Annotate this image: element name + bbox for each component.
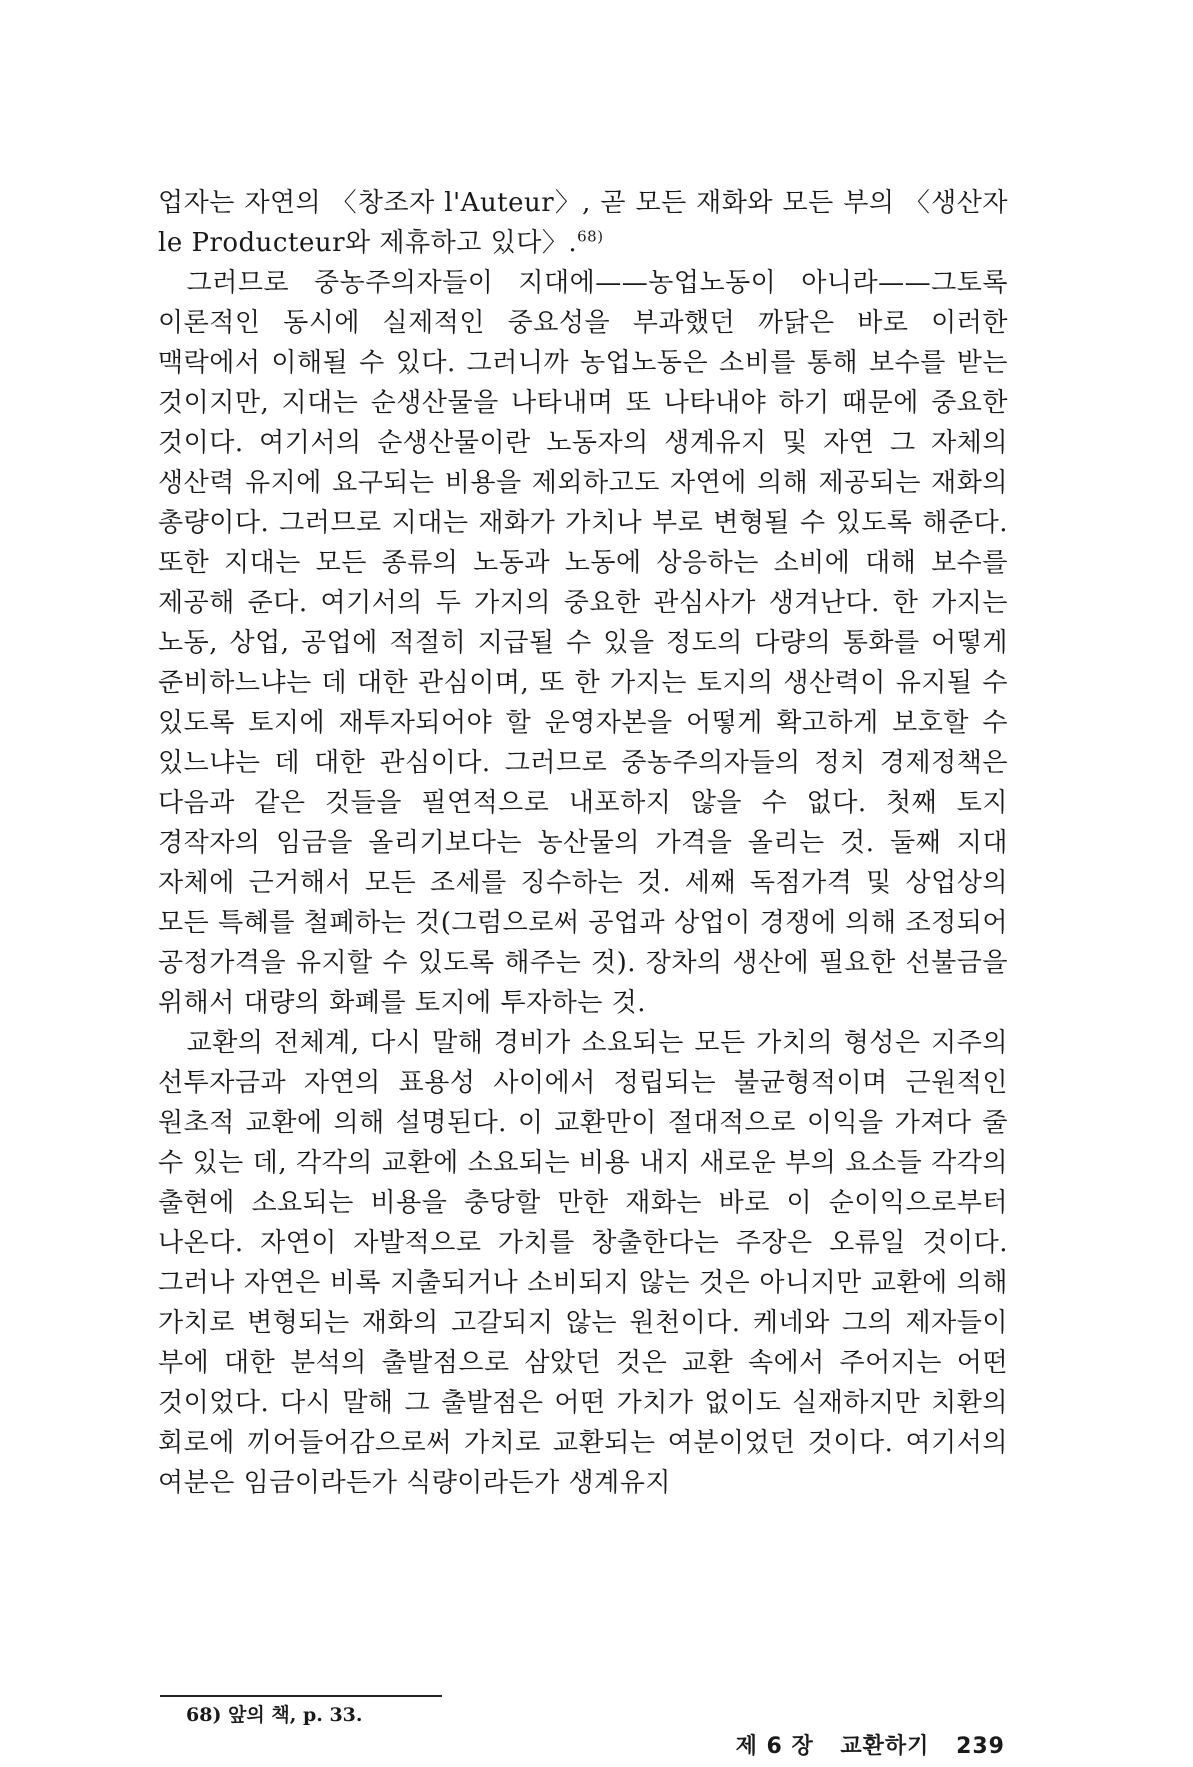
paragraph-3: 교환의 전체계, 다시 말해 경비가 소요되는 모든 가치의 형성은 지주의 선투자금과 자연의 표용성 사이에서 정립되는 불균형적이며 근원적인 원초적 교환에 의해 설명된다. 이 교환만이 절대적으로 이익을 가져다 줄 수 있는 데, 각각의 교환에 소요되는 비용 내지 새로운 부의 요소들 각각의 출현에 소요되는 비용을 충당할 만한 재화는 바로 이 순이익으로부터 나온다. 자연이 자발적으로 가치를 창출한다는 주장은 오류일 것이다. 그러나 자연은 비록 지출되거나 소비되지 않는 것은 아니지만 교환에 의해 가치로 변형되는 재화의 고갈되지 않는 원천이다. 케네와 그의 제자들이 부에 대한 분석의 출발점으로 삼았던 것은 교환 속에서 주어지는 어떤 것이었다. 다시 말해 그 출발점은 어떤 가치가 없이도 실재하지만 치환의 회로에 끼어들어감으로써 가치로 교환되는 여분이었던 것이다. 여기서의 여분은 임금이라든가 식량이라든가 생계유지 [158,1028,1008,1498]
page-number: 239 [956,1734,1005,1759]
body-text [158,183,1008,1503]
footnote-divider [160,1695,442,1697]
running-footer [736,1729,1005,1760]
chapter-title: 교환하기 [840,1734,930,1759]
footnote-reference: 68) [577,227,604,246]
chapter-label: 제 6 장 [735,1734,814,1759]
footnote-68: 68) 앞의 책, p. 33. [186,1704,363,1726]
paragraph-1-text: 업자는 자연의 〈창조자 l'Auteur〉, 곧 모든 재화와 모든 부의 〈생산자 le Producteur와 제휴하고 있다〉. [158,188,1008,258]
paragraph-1 [158,183,1008,263]
paragraph-2: 그러므로 중농주의자들이 지대에——농업노동이 아니라——그토록 이론적인 동시에 실제적인 중요성을 부과했던 까닭은 바로 이러한 맥락에서 이해될 수 있다. 그러니까 농업노동은 소비를 통해 보수를 받는 것이지만, 지대는 순생산물을 나타내며 또 나타내야 하기 때문에 중요한 것이다. 여기서의 순생산물이란 노동자의 생계유지 및 자연 그 자체의 생산력 유지에 요구되는 비용을 제외하고도 자연에 의해 제공되는 재화의 총량이다. 그러므로 지대는 재화가 가치나 부로 변형될 수 있도록 해준다. 또한 지대는 모든 종류의 노동과 노동에 상응하는 소비에 대해 보수를 제공해 준다. 여기서의 두 가지의 중요한 관심사가 생겨난다. 한 가지는 노동, 상업, 공업에 적절히 지급될 수 있을 정도의 다량의 통화를 어떻게 준비하느냐는 데 대한 관심이며, 또 한 가지는 토지의 생산력이 유지될 수 있도록 토지에 재투자되어야 할 운영자본을 어떻게 확고하게 보호할 수 있느냐는 데 대한 관심이다. 그러므로 중농주의자들의 정치 경제정책은 다음과 같은 것들을 필연적으로 내포하지 않을 수 없다. 첫째 토지 경작자의 임금을 올리기보다는 농산물의 가격을 올리는 것. 둘째 지대 자체에 근거해서 모든 조세를 징수하는 것. 세째 독점가격 및 상업상의 모든 특혜를 철폐하는 것(그럼으로써 공업과 상업이 경쟁에 의해 조정되어 공정가격을 유지할 수 있도록 해주는 것). 장차의 생산에 필요한 선불금을 위해서 대량의 화폐를 토지에 투자하는 것. [158,268,1008,1018]
